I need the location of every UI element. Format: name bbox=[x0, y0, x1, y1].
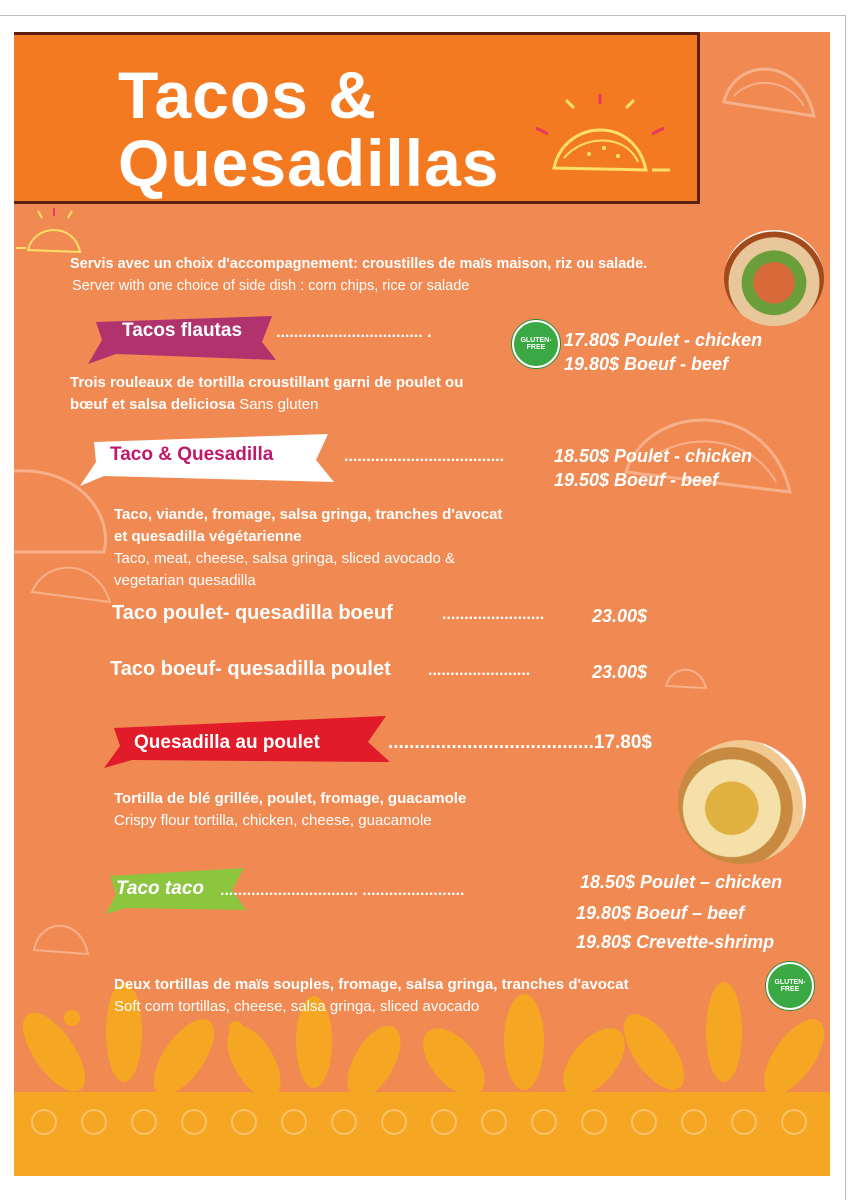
desc-tq-en-line1: Taco, meat, cheese, salsa gringa, sliced avocado & bbox=[114, 550, 456, 567]
desc-flautas-line1: Trois rouleaux de tortilla croustillant garni de poulet ou bbox=[70, 374, 464, 391]
gluten-free-badge bbox=[512, 320, 560, 368]
title-line-1: Tacos & bbox=[118, 58, 377, 132]
price-tt-shrimp: 19.80$ Crevette-shrimp bbox=[576, 932, 775, 952]
taco-icon bbox=[534, 94, 674, 184]
desc-tq-fr-line2: et quesadilla végétarienne bbox=[114, 528, 302, 545]
menu-page bbox=[14, 32, 830, 1176]
price-tt-beef: 19.80$ Boeuf – beef bbox=[576, 903, 745, 923]
taco-outline-icon bbox=[662, 660, 710, 692]
item-name-taco-taco: Taco taco bbox=[116, 878, 204, 899]
price-tq-chicken: 18.50$ Poulet - chicken bbox=[554, 446, 753, 466]
item-name-quesadilla-poulet: Quesadilla au poulet bbox=[134, 732, 320, 753]
intro-english: Server with one choice of side dish : corn chips, rice or salade bbox=[72, 278, 470, 294]
price-flautas-beef: 19.80$ Boeuf - beef bbox=[564, 354, 729, 374]
desc-tt-fr: Deux tortillas de maïs souples, fromage, salsa gringa, tranches d'avocat bbox=[114, 976, 629, 993]
dot-leader: .................................... bbox=[344, 448, 505, 465]
taco-icon bbox=[14, 208, 94, 258]
desc-tq-fr-line1: Taco, viande, fromage, salsa gringa, tranches d'avocat bbox=[114, 506, 503, 523]
item-name-taco-quesadilla: Taco & Quesadilla bbox=[110, 444, 274, 465]
desc-tq-en-line2: vegetarian quesadilla bbox=[114, 572, 256, 589]
desc-flautas-bold: bœuf et salsa deliciosa bbox=[70, 396, 236, 413]
price-tq-beef: 19.50$ Boeuf - beef bbox=[554, 470, 719, 490]
food-plate-image bbox=[724, 230, 824, 326]
page-title bbox=[118, 58, 500, 200]
quesadilla-plate-image bbox=[678, 740, 806, 864]
dot-leader: ....................... bbox=[442, 606, 545, 623]
desc-flautas-line2 bbox=[70, 394, 318, 416]
quesadilla-poulet-price: .......................................17.80$ bbox=[388, 732, 652, 753]
desc-qp-fr: Tortilla de blé grillée, poulet, fromage, guacamole bbox=[114, 790, 467, 807]
badge-label: GLUTEN-FREE bbox=[520, 337, 552, 351]
price-flautas-chicken: 17.80$ Poulet - chicken bbox=[564, 330, 763, 350]
desc-tt-en: Soft corn tortillas, cheese, salsa gringa, sliced avocado bbox=[114, 998, 480, 1015]
taco-outline-icon bbox=[28, 910, 92, 960]
dot-leader: ............................... ....................... bbox=[220, 882, 465, 899]
dot-leader: ....................... bbox=[428, 662, 531, 679]
combo1-price: 23.00$ bbox=[592, 606, 648, 626]
title-line-2: Quesadillas bbox=[118, 126, 500, 200]
badge-label: GLUTEN-FREE bbox=[774, 979, 806, 993]
taco-outline-icon bbox=[712, 44, 822, 134]
price-tt-chicken: 18.50$ Poulet – chicken bbox=[580, 872, 783, 892]
combo1-name: Taco poulet- quesadilla boeuf bbox=[112, 602, 393, 624]
combo2-name: Taco boeuf- quesadilla poulet bbox=[110, 658, 391, 680]
item-name-tacos-flautas: Tacos flautas bbox=[122, 320, 243, 341]
dot-leader: ................................. . bbox=[276, 324, 432, 341]
desc-flautas-plain: Sans gluten bbox=[235, 396, 319, 413]
desc-qp-en: Crispy flour tortilla, chicken, cheese, guacamole bbox=[114, 812, 432, 829]
combo2-price: 23.00$ bbox=[592, 662, 648, 682]
taco-outline-icon bbox=[26, 552, 116, 612]
intro-french: Servis avec un choix d'accompagnement: croustilles de maïs maison, riz ou salade. bbox=[70, 256, 648, 272]
